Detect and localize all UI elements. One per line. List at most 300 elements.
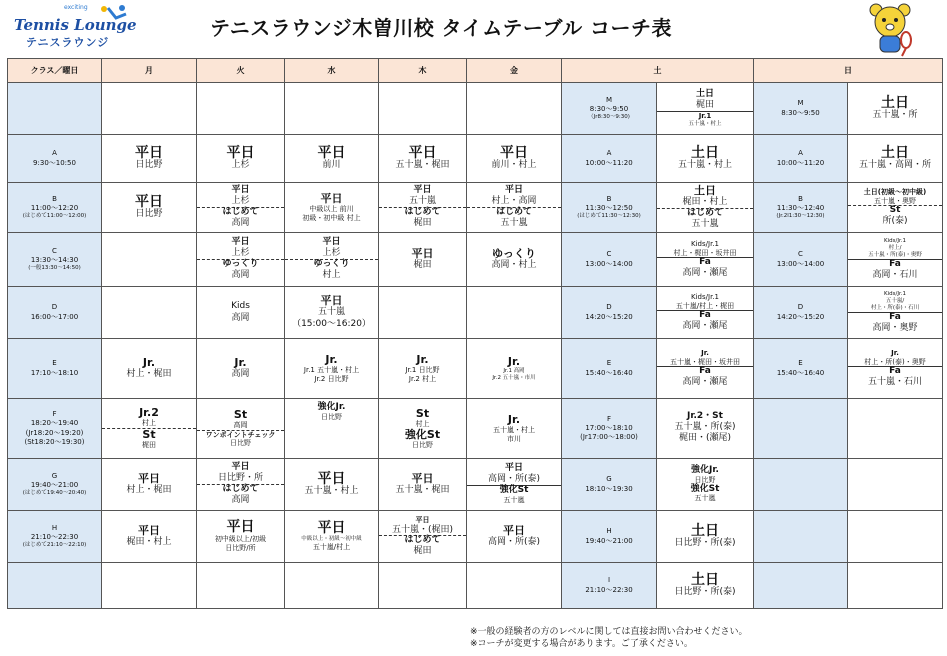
cell <box>285 339 379 399</box>
page-title: テニスラウンジ木曽川校 タイムテーブル コーチ表 <box>210 16 673 40</box>
lesson-type: Kids/Jr.1 <box>691 292 719 301</box>
lesson-type: 土日 <box>881 94 909 111</box>
cell <box>285 83 379 135</box>
lesson-type: Jr.2 <box>139 406 159 420</box>
lesson-type: Fa <box>889 258 901 269</box>
coach: 村上・高岡 <box>491 196 537 207</box>
class-cell <box>8 83 102 135</box>
class-time: 21:10〜22:30 <box>30 532 79 541</box>
cell <box>379 135 467 183</box>
lesson-type: Kids/Jr.1 <box>691 239 719 248</box>
class-name: D <box>797 303 804 312</box>
class-time: 10:00〜11:20 <box>776 158 825 167</box>
class-name: A <box>798 149 803 158</box>
coach: 五十嵐・村上 <box>304 486 359 497</box>
sun-class-cell <box>754 511 848 563</box>
coach: 高岡 <box>231 494 250 505</box>
class-time: 16:00〜17:00 <box>30 312 79 321</box>
lesson-type: Fa <box>699 310 711 321</box>
sun-class-cell <box>754 135 848 183</box>
lesson-type: 土日 <box>691 571 719 588</box>
lesson-type: 平日 <box>411 471 434 485</box>
lesson-type: 平日 <box>226 519 255 536</box>
class-note: (はじめて19:40〜20:40) <box>22 490 87 497</box>
lesson-type: 平日 <box>408 144 437 161</box>
coach: 日比野/所 <box>225 543 256 552</box>
sat-cell <box>657 399 754 459</box>
sat-class-cell <box>562 287 657 339</box>
class-name: E <box>52 359 57 368</box>
coach: 高岡・瀬尾 <box>682 377 728 388</box>
class-time: 13:00〜14:00 <box>776 259 825 268</box>
coach: 日比野 <box>694 475 716 484</box>
lesson-type: はじめて <box>686 208 723 219</box>
coach: 高岡・瀬尾 <box>682 268 728 279</box>
coach: 村上・梶田 <box>126 368 172 379</box>
class-name: F <box>52 410 57 419</box>
class-time: 14:20〜15:20 <box>585 312 633 321</box>
class-time: 21:10〜22:30 <box>585 585 633 594</box>
class-time: 13:00〜14:00 <box>585 259 633 268</box>
class-name: H <box>51 523 58 532</box>
coach: 梶田 <box>142 441 156 450</box>
lesson-type: 平日 <box>411 246 434 260</box>
lesson-type: 平日 <box>322 237 341 248</box>
coach: 五十嵐・所(泰)・奥野 <box>868 252 922 259</box>
coach: 高岡・瀬尾 <box>682 321 728 332</box>
lesson-type: 強化St <box>690 483 720 494</box>
cell <box>379 459 467 511</box>
class-time: 19:40〜21:00 <box>585 536 633 545</box>
cell <box>197 459 285 511</box>
coach: 五十嵐・所 <box>872 110 918 121</box>
class-name: D <box>51 303 58 312</box>
class-time: 18:20〜19:40 <box>30 419 79 428</box>
coach: 梶田・村上 <box>126 536 172 547</box>
coach: Jr.1 五十嵐・村上 <box>303 365 360 374</box>
cell <box>467 83 562 135</box>
lesson-type: Jr. <box>234 355 247 369</box>
sat-class-cell <box>562 563 657 609</box>
sun-cell <box>848 339 943 399</box>
class-time: 15:40〜16:40 <box>585 368 633 377</box>
sat-class-cell <box>562 339 657 399</box>
cell <box>102 135 197 183</box>
sat-class-cell <box>562 399 657 459</box>
lesson-type: Jr. <box>891 348 899 357</box>
sun-class-cell <box>754 183 848 233</box>
cell <box>102 339 197 399</box>
coach: 五十嵐・村上 <box>688 120 722 127</box>
coach: 高岡・所(泰) <box>487 474 541 485</box>
lesson-type: 平日 <box>500 144 528 161</box>
cell <box>197 511 285 563</box>
class-time: 13:30〜14:30 <box>30 255 79 264</box>
lesson-type: 平日 <box>504 463 523 474</box>
header-fri: 金 <box>467 59 562 83</box>
sat-class-cell <box>562 459 657 511</box>
sun-class-cell <box>754 399 848 459</box>
class-note: (St18:20〜19:30) <box>24 437 85 446</box>
coach: 日比野 <box>135 209 163 220</box>
coach: 梶田 <box>413 546 432 557</box>
coach: 高岡・石川 <box>872 269 918 280</box>
class-time: 10:00〜11:20 <box>585 158 633 167</box>
sun-cell <box>848 287 943 339</box>
coach: 村上・梶田・坂井田 <box>673 248 737 257</box>
lesson-type: 土日 <box>695 88 714 99</box>
coach: 村上 <box>322 269 341 280</box>
coach: 所(泰) <box>882 216 908 227</box>
cell <box>102 459 197 511</box>
cell <box>467 135 562 183</box>
class-time: 8:30〜9:50 <box>781 108 820 117</box>
coach: 梶田・(瀬尾) <box>678 433 732 444</box>
class-name: G <box>51 471 58 480</box>
cell <box>102 183 197 233</box>
header-sun: 日 <box>754 59 943 83</box>
coach: 梶田 <box>695 99 714 110</box>
header-wed: 水 <box>285 59 379 83</box>
coach: 梶田 <box>413 217 432 228</box>
lesson-type: Jr.2・St <box>687 411 723 422</box>
sun-cell <box>848 233 943 287</box>
sat-class-cell <box>562 183 657 233</box>
coach: 五十嵐・石川 <box>867 377 922 388</box>
cell <box>379 399 467 459</box>
coach: 五十嵐 <box>503 495 525 504</box>
lesson-type: Kids/Jr.1 <box>884 291 906 298</box>
coach: 五十嵐・村上 <box>493 425 535 434</box>
logo-tagline: exciting <box>64 4 88 11</box>
sat-cell <box>657 511 754 563</box>
lesson-type: 土日 <box>691 144 719 161</box>
class-name: M <box>797 99 804 108</box>
lesson-type: ゆっくり <box>492 246 536 260</box>
coach: 日比野 <box>135 160 163 171</box>
lesson-type: ゆっくり <box>222 259 259 269</box>
sun-class-cell <box>754 339 848 399</box>
class-time: 15:40〜16:40 <box>776 368 825 377</box>
coach: 市川 <box>507 434 521 443</box>
class-note: (一般13:30〜14:50) <box>28 265 81 272</box>
class-time: 14:20〜15:20 <box>776 312 825 321</box>
class-cell <box>8 511 102 563</box>
lesson-type: Jr. <box>507 354 521 368</box>
lesson-type: St <box>415 406 430 420</box>
class-time: 9:30〜10:50 <box>33 158 76 167</box>
cell <box>379 287 467 339</box>
class-name: C <box>52 246 57 255</box>
class-time: 11:30〜12:40 <box>776 203 825 212</box>
coach: 五十嵐 <box>694 494 716 503</box>
cell <box>285 287 379 339</box>
lesson-type: 平日 <box>317 144 346 161</box>
sun-cell <box>848 135 943 183</box>
sun-class-cell <box>754 563 848 609</box>
lesson-type: はじめて <box>404 535 441 546</box>
coach: 上杉 <box>231 248 250 259</box>
class-name: G <box>606 475 612 484</box>
lesson-type: 平日 <box>226 144 255 161</box>
sun-class-cell <box>754 233 848 287</box>
class-note: (Jr17:00〜18:00) <box>580 433 638 442</box>
sun-cell <box>848 183 943 233</box>
lesson-type: 平日 <box>231 462 250 473</box>
lesson-type: Jr. <box>416 352 429 366</box>
cell <box>285 399 379 459</box>
sun-class-cell <box>754 83 848 135</box>
lesson-type: Jr. <box>325 352 338 366</box>
lesson-type: St <box>889 205 901 216</box>
sat-class-cell <box>562 135 657 183</box>
lesson-type: ゆっくり <box>313 259 350 269</box>
lesson-type: Jr.1 <box>698 111 712 120</box>
lesson-type: 平日 <box>413 185 432 196</box>
coach: 梶田 <box>413 259 432 270</box>
class-cell <box>8 459 102 511</box>
lesson-type: 土日 <box>691 522 719 539</box>
coach: 高岡 <box>231 368 250 379</box>
bear-mascot-icon <box>866 2 916 58</box>
class-name: B <box>52 194 57 203</box>
class-name: E <box>798 359 803 368</box>
coach: Jr.1 日比野 <box>405 365 440 374</box>
coach: 初中級以上/初級 <box>214 535 267 544</box>
cell <box>285 233 379 287</box>
lesson-type: Kids <box>231 301 250 312</box>
lesson-type: Fa <box>699 257 711 268</box>
class-name: I <box>607 576 611 585</box>
coach: 高岡 <box>231 217 250 228</box>
lesson-type: 平日 <box>415 515 430 524</box>
class-name: B <box>606 194 612 203</box>
coach: 中級以上 前川 <box>309 204 354 213</box>
logo-text: Tennis Lounge <box>14 16 137 34</box>
coach: 日比野・所 <box>217 473 263 484</box>
coach: 初級・初中級 村上 <box>302 213 361 222</box>
logo-subtext: テニスラウンジ <box>26 36 110 49</box>
cell <box>102 399 197 459</box>
coach: 高岡 <box>231 312 250 323</box>
coach: 五十嵐 <box>691 218 719 229</box>
lesson-type: 土日(初級〜初中級) <box>863 187 927 196</box>
coach: 五十嵐 <box>408 196 436 207</box>
sun-class-cell <box>754 287 848 339</box>
class-name: A <box>606 149 612 158</box>
coach: 高岡 <box>233 420 248 429</box>
lesson-type: はじめて <box>222 207 259 217</box>
lesson-type: 平日 <box>320 294 343 308</box>
cell <box>467 339 562 399</box>
cell <box>285 183 379 233</box>
class-cell <box>8 233 102 287</box>
lesson-type: 平日 <box>317 520 346 537</box>
class-note: (Jr.2l1:30〜12:30) <box>776 213 825 220</box>
class-note: (Jr18:20〜19:20) <box>25 428 84 437</box>
cell <box>197 563 285 609</box>
coach: 村上・所(泰)・石川 <box>870 305 920 312</box>
coach: 高岡・所(泰) <box>487 536 541 547</box>
coach: 日比野 <box>230 439 251 448</box>
coach: 前川・村上 <box>491 160 537 171</box>
cell <box>379 233 467 287</box>
coach: 五十嵐/村上 <box>312 542 351 551</box>
class-cell <box>8 287 102 339</box>
lesson-type: 土日 <box>694 184 716 198</box>
sun-class-cell <box>754 459 848 511</box>
class-name: F <box>606 414 612 423</box>
class-name: C <box>798 250 803 259</box>
coach: 五十嵐・梶田 <box>395 160 450 171</box>
coach: 五十嵐/ <box>885 298 905 305</box>
cell <box>467 233 562 287</box>
logo <box>8 4 138 52</box>
class-time: 18:10〜19:30 <box>585 484 633 493</box>
cell <box>102 563 197 609</box>
header-thu: 木 <box>379 59 467 83</box>
cell <box>285 135 379 183</box>
cell <box>102 233 197 287</box>
lesson-type: はじめて <box>495 207 532 217</box>
lesson-type: 平日 <box>231 237 250 248</box>
lesson-type: Jr. <box>142 355 156 369</box>
lesson-type: 強化Jr. <box>691 464 719 475</box>
lesson-type: 平日 <box>135 144 163 161</box>
coach: 五十嵐・高岡・所 <box>858 160 931 171</box>
lesson-type: St <box>142 428 156 441</box>
lesson-type: 平日 <box>231 185 250 196</box>
coach: 五十嵐・梶田・坂井田 <box>670 357 740 366</box>
lesson-type: 平日 <box>138 471 160 485</box>
sat-class-cell <box>562 83 657 135</box>
cell <box>285 511 379 563</box>
footnote: ※コーチが変更する場合があります。ご了承ください。 <box>470 639 693 650</box>
lesson-type: 強化St <box>499 485 529 496</box>
class-cell <box>8 399 102 459</box>
cell <box>197 83 285 135</box>
sat-cell <box>657 563 754 609</box>
lesson-type: St <box>233 407 248 421</box>
sun-cell <box>848 511 943 563</box>
cell <box>467 183 562 233</box>
coach: 五十嵐/村上・梶田 <box>675 301 735 310</box>
coach: 村上・所(泰)・奥野 <box>864 357 926 366</box>
class-time: 11:00〜12:20 <box>30 203 79 212</box>
sat-cell <box>657 287 754 339</box>
sat-cell <box>657 339 754 399</box>
cell <box>379 511 467 563</box>
lesson-type: はじめて <box>404 207 441 217</box>
coach: 日比野 <box>321 412 342 421</box>
class-name: E <box>606 359 612 368</box>
lesson-type: 平日 <box>503 523 525 537</box>
lesson-type: 平日 <box>317 470 346 487</box>
class-cell <box>8 183 102 233</box>
cell <box>102 511 197 563</box>
lesson-type: 強化Jr. <box>317 402 346 412</box>
coach: 日比野・所(泰) <box>674 587 736 598</box>
coach: 五十嵐・所(泰) <box>674 422 736 433</box>
coach: Jr.2 日比野 <box>314 374 349 383</box>
class-cell <box>8 339 102 399</box>
coach: 中級以上・初級〜初中級 <box>301 536 362 543</box>
class-cell <box>8 135 102 183</box>
lesson-type: 土日 <box>881 144 909 161</box>
sat-class-cell <box>562 511 657 563</box>
coach: 五十嵐・(梶田) <box>391 524 454 535</box>
coach: 前川 <box>322 160 341 171</box>
cell <box>379 339 467 399</box>
coach: Jr.2 五十嵐・市川 <box>492 374 536 381</box>
coach: 高岡 <box>231 269 250 280</box>
cell <box>467 459 562 511</box>
coach: Jr.2 村上 <box>408 374 437 383</box>
lesson-type: Jr. <box>507 412 521 426</box>
sat-cell <box>657 183 754 233</box>
lesson-type: Fa <box>889 366 901 377</box>
class-note: (はじめて11:30〜12:30) <box>577 213 641 220</box>
coach: 村上・梶田 <box>126 484 172 495</box>
coach: 梶田・村上 <box>682 197 728 208</box>
coach: 日比野・所(泰) <box>674 538 736 549</box>
lesson-type: 平日 <box>135 193 163 210</box>
lesson-type: 平日 <box>138 523 160 537</box>
class-cell <box>8 563 102 609</box>
class-name: H <box>606 527 612 536</box>
coach: 村上 <box>415 419 430 428</box>
lesson-type: ワンポイントチェック <box>205 430 276 439</box>
coach: 高岡・奥野 <box>872 322 918 333</box>
class-name: D <box>606 303 612 312</box>
coach: 五十嵐 <box>500 217 528 228</box>
cell <box>197 287 285 339</box>
cell <box>379 83 467 135</box>
cell <box>467 511 562 563</box>
coach: Jr.1 高岡 <box>503 367 525 374</box>
cell <box>197 233 285 287</box>
coach: 日比野 <box>412 440 433 449</box>
footnotes <box>470 626 748 650</box>
lesson-type: Fa <box>889 311 901 322</box>
class-time: 17:00〜18:10 <box>585 423 633 432</box>
sat-cell <box>657 135 754 183</box>
lesson-type: 平日 <box>504 185 523 196</box>
cell <box>197 399 285 459</box>
cell <box>102 287 197 339</box>
footnote: ※一般の経験者の方のレベルに関しては直接お問い合わせください。 <box>470 627 748 637</box>
class-name: M <box>605 95 613 104</box>
coach: 五十嵐・村上 <box>677 160 732 171</box>
cell <box>285 563 379 609</box>
header-mon: 月 <box>102 59 197 83</box>
sun-cell <box>848 459 943 511</box>
sat-cell <box>657 233 754 287</box>
sun-cell <box>848 83 943 135</box>
lesson-type: Fa <box>699 366 711 377</box>
sun-cell <box>848 563 943 609</box>
coach: 五十嵐・梶田 <box>395 484 450 495</box>
lesson-type: 平日 <box>320 191 343 205</box>
sat-class-cell <box>562 233 657 287</box>
class-note: (はじめて11:00〜12:00) <box>22 213 87 220</box>
coach: 上杉 <box>322 248 341 259</box>
cell <box>197 135 285 183</box>
coach: 上杉 <box>231 160 250 171</box>
sun-cell <box>848 399 943 459</box>
class-time: 8:30〜9:50 <box>589 104 629 113</box>
header-class: クラス／曜日 <box>8 59 102 83</box>
